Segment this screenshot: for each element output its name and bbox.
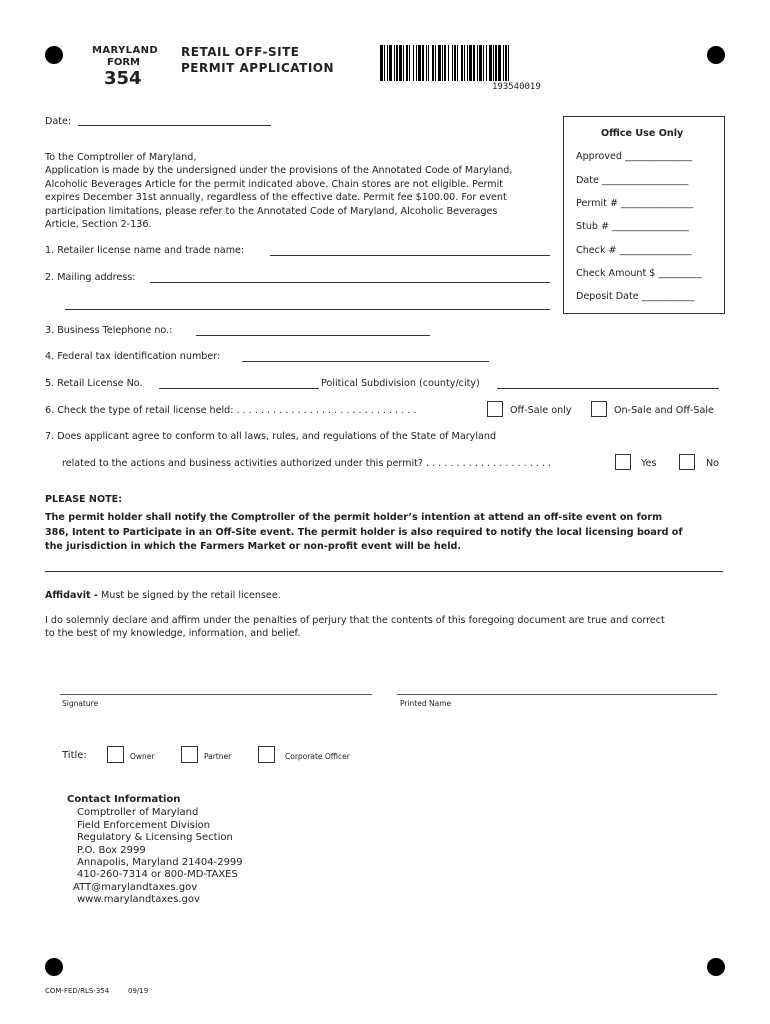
- barcode-bar: [387, 45, 388, 81]
- barcode-bar: [483, 45, 484, 81]
- q6-onsale-offsale-checkbox[interactable]: [591, 401, 607, 417]
- q5-license-field[interactable]: [159, 376, 319, 389]
- barcode-bar: [493, 45, 494, 81]
- q7-label-line2: related to the actions and business activities authorized under this permit? . . . . . . . . . . . . . . . . . . . . .: [62, 458, 552, 469]
- office-row-approved: Approved ______________: [576, 151, 693, 162]
- intro-line: Application is made by the undersigned under the provisions of the Annotated Code of Maryland,: [45, 165, 513, 176]
- barcode-bar: [432, 45, 434, 81]
- affidavit-line: to the best of my knowledge, information, and belief.: [45, 628, 301, 639]
- note-line: the jurisdiction in which the Farmers Market or non-profit event will be held.: [45, 541, 462, 552]
- barcode: [380, 45, 632, 81]
- q1-field[interactable]: [270, 243, 550, 256]
- title-partner-checkbox[interactable]: [181, 746, 198, 763]
- barcode-bar: [448, 45, 449, 81]
- q2-field-line1[interactable]: [150, 270, 550, 283]
- contact-line: P.O. Box 2999: [77, 845, 146, 856]
- contact-line: Annapolis, Maryland 21404-2999: [77, 857, 243, 868]
- intro-salutation: To the Comptroller of Maryland,: [45, 152, 197, 163]
- office-row-check: Check # _______________: [576, 245, 692, 256]
- registration-mark-bottom-left: [45, 958, 63, 976]
- signature-label: Signature: [62, 699, 99, 708]
- title-corporate-officer-checkbox[interactable]: [258, 746, 275, 763]
- barcode-bar: [477, 45, 478, 81]
- q3-field[interactable]: [196, 323, 430, 336]
- intro-line: Article, Section 2-136.: [45, 219, 152, 230]
- barcode-bar: [486, 45, 487, 81]
- barcode-bar: [495, 45, 497, 81]
- barcode-bar: [438, 45, 441, 81]
- contact-email-link[interactable]: ATT@marylandtaxes.gov: [73, 882, 198, 893]
- printed-name-line[interactable]: [397, 694, 717, 695]
- office-row-stub: Stub # ________________: [576, 221, 689, 232]
- barcode-bar: [394, 45, 395, 81]
- barcode-bar: [473, 45, 475, 81]
- barcode-bar: [457, 45, 458, 81]
- title-label: Title:: [62, 750, 87, 761]
- contact-line: 410-260-7314 or 800-MD-TAXES: [77, 869, 238, 880]
- q5-label: 5. Retail License No.: [45, 378, 143, 389]
- barcode-bar: [464, 45, 465, 81]
- office-use-box: [563, 116, 725, 314]
- q6-onsale-offsale-label: On-Sale and Off-Sale: [614, 405, 714, 416]
- footer-revision-date: 09/19: [128, 987, 149, 995]
- barcode-bar: [461, 45, 463, 81]
- barcode-bar: [396, 45, 398, 81]
- barcode-bar: [406, 45, 408, 81]
- q6-offsale-checkbox[interactable]: [487, 401, 503, 417]
- q6-offsale-label: Off-Sale only: [510, 405, 572, 416]
- affidavit-line: I do solemnly declare and affirm under the penalties of perjury that the contents of this foregoing document are true and correct: [45, 615, 665, 626]
- barcode-bar: [505, 45, 507, 81]
- title-partner-label: Partner: [204, 752, 232, 761]
- office-row-deposit-date: Deposit Date ___________: [576, 291, 695, 302]
- intro-line: expires December 31st annually, regardless of the effective date. Permit fee $100.00. For event: [45, 192, 507, 203]
- barcode-bar: [442, 45, 443, 81]
- contact-heading: Contact Information: [67, 794, 181, 805]
- barcode-bar: [435, 45, 436, 81]
- contact-line: Regulatory & Licensing Section: [77, 832, 233, 843]
- intro-line: participation limitations, please refer to the Annotated Code of Maryland, Alcoholic Beverages: [45, 206, 498, 217]
- q7-yes-label: Yes: [641, 458, 657, 469]
- q5-subdivision-label: Political Subdivision (county/city): [321, 378, 480, 389]
- affidavit-heading: [45, 590, 281, 601]
- barcode-bar: [413, 45, 414, 81]
- barcode-bar: [508, 45, 509, 81]
- barcode-bar: [418, 45, 421, 81]
- barcode-bar: [416, 45, 417, 81]
- footer-form-code: COM-FED/RLS-354: [45, 987, 110, 995]
- barcode-bar: [498, 45, 501, 81]
- barcode-bar: [403, 45, 404, 81]
- office-row-check-amount: Check Amount $ _________: [576, 268, 702, 279]
- barcode-bar: [409, 45, 410, 81]
- date-label: [45, 116, 71, 127]
- barcode-bar: [503, 45, 504, 81]
- note-heading: PLEASE NOTE:: [45, 494, 123, 505]
- date-label-text: Date:: [45, 116, 72, 127]
- registration-mark-bottom-right: [707, 958, 725, 976]
- barcode-bar: [452, 45, 453, 81]
- form-state: MARYLAND: [92, 45, 159, 56]
- q1-label: 1. Retailer license name and trade name:: [45, 245, 245, 256]
- barcode-number: 193540019: [492, 82, 541, 92]
- contact-line: Comptroller of Maryland: [77, 807, 199, 818]
- q3-label: 3. Business Telephone no.:: [45, 325, 173, 336]
- barcode-bar: [469, 45, 472, 81]
- q7-yes-checkbox[interactable]: [615, 454, 631, 470]
- barcode-bar: [479, 45, 482, 81]
- barcode-bar: [489, 45, 492, 81]
- q2-label: 2. Mailing address:: [45, 272, 136, 283]
- barcode-bar: [426, 45, 427, 81]
- office-row-date: Date __________________: [576, 175, 689, 186]
- office-use-title: Office Use Only: [601, 128, 684, 139]
- form-title-line2: PERMIT APPLICATION: [181, 61, 335, 75]
- contact-line: Field Enforcement Division: [77, 820, 211, 831]
- printed-name-label: Printed Name: [400, 699, 452, 708]
- title-owner-label: Owner: [130, 752, 155, 761]
- intro-line: Alcoholic Beverages Article for the permit indicated above. Chain stores are not eligible. Permit: [45, 179, 504, 190]
- section-divider: [45, 571, 723, 572]
- date-field[interactable]: [78, 113, 271, 126]
- barcode-bar: [389, 45, 392, 81]
- barcode-bar: [399, 45, 402, 81]
- registration-mark-top-left: [45, 46, 63, 64]
- form-title-line1: RETAIL OFF-SITE: [181, 45, 300, 59]
- title-owner-checkbox[interactable]: [107, 746, 124, 763]
- q7-no-label: No: [706, 458, 720, 469]
- q4-label: 4. Federal tax identification number:: [45, 351, 221, 362]
- barcode-bar: [444, 45, 446, 81]
- barcode-bar: [454, 45, 456, 81]
- title-corporate-officer-label: Corporate Officer: [285, 752, 350, 761]
- barcode-bar: [467, 45, 468, 81]
- q5-subdivision-field[interactable]: [497, 376, 719, 389]
- note-line: The permit holder shall notify the Comptroller of the permit holder’s intention at attend an off-site event on form: [45, 512, 663, 523]
- registration-mark-top-right: [707, 46, 725, 64]
- barcode-bar: [422, 45, 424, 81]
- contact-website-link[interactable]: www.marylandtaxes.gov: [77, 894, 200, 905]
- q7-label-line1: 7. Does applicant agree to conform to all laws, rules, and regulations of the State of Maryland: [45, 431, 497, 442]
- form-label: FORM: [107, 57, 140, 68]
- q4-field[interactable]: [242, 349, 489, 362]
- q6-label: 6. Check the type of retail license held: . . . . . . . . . . . . . . . . . . . . . . . . . . . . . .: [45, 405, 417, 416]
- form-number: 354: [104, 68, 142, 89]
- barcode-bar: [384, 45, 385, 81]
- q7-no-checkbox[interactable]: [679, 454, 695, 470]
- affidavit-label-rest: Must be signed by the retail licensee.: [97, 590, 281, 601]
- affidavit-label: Affidavit -: [45, 590, 98, 601]
- q2-field-line2[interactable]: [65, 297, 550, 310]
- barcode-bar: [380, 45, 383, 81]
- barcode-bar: [428, 45, 429, 81]
- office-row-permit: Permit # _______________: [576, 198, 693, 209]
- signature-line[interactable]: [60, 694, 372, 695]
- note-line: 386, Intent to Participate in an Off-Site event. The permit holder is also required to notify the local licensing board of: [45, 527, 683, 538]
